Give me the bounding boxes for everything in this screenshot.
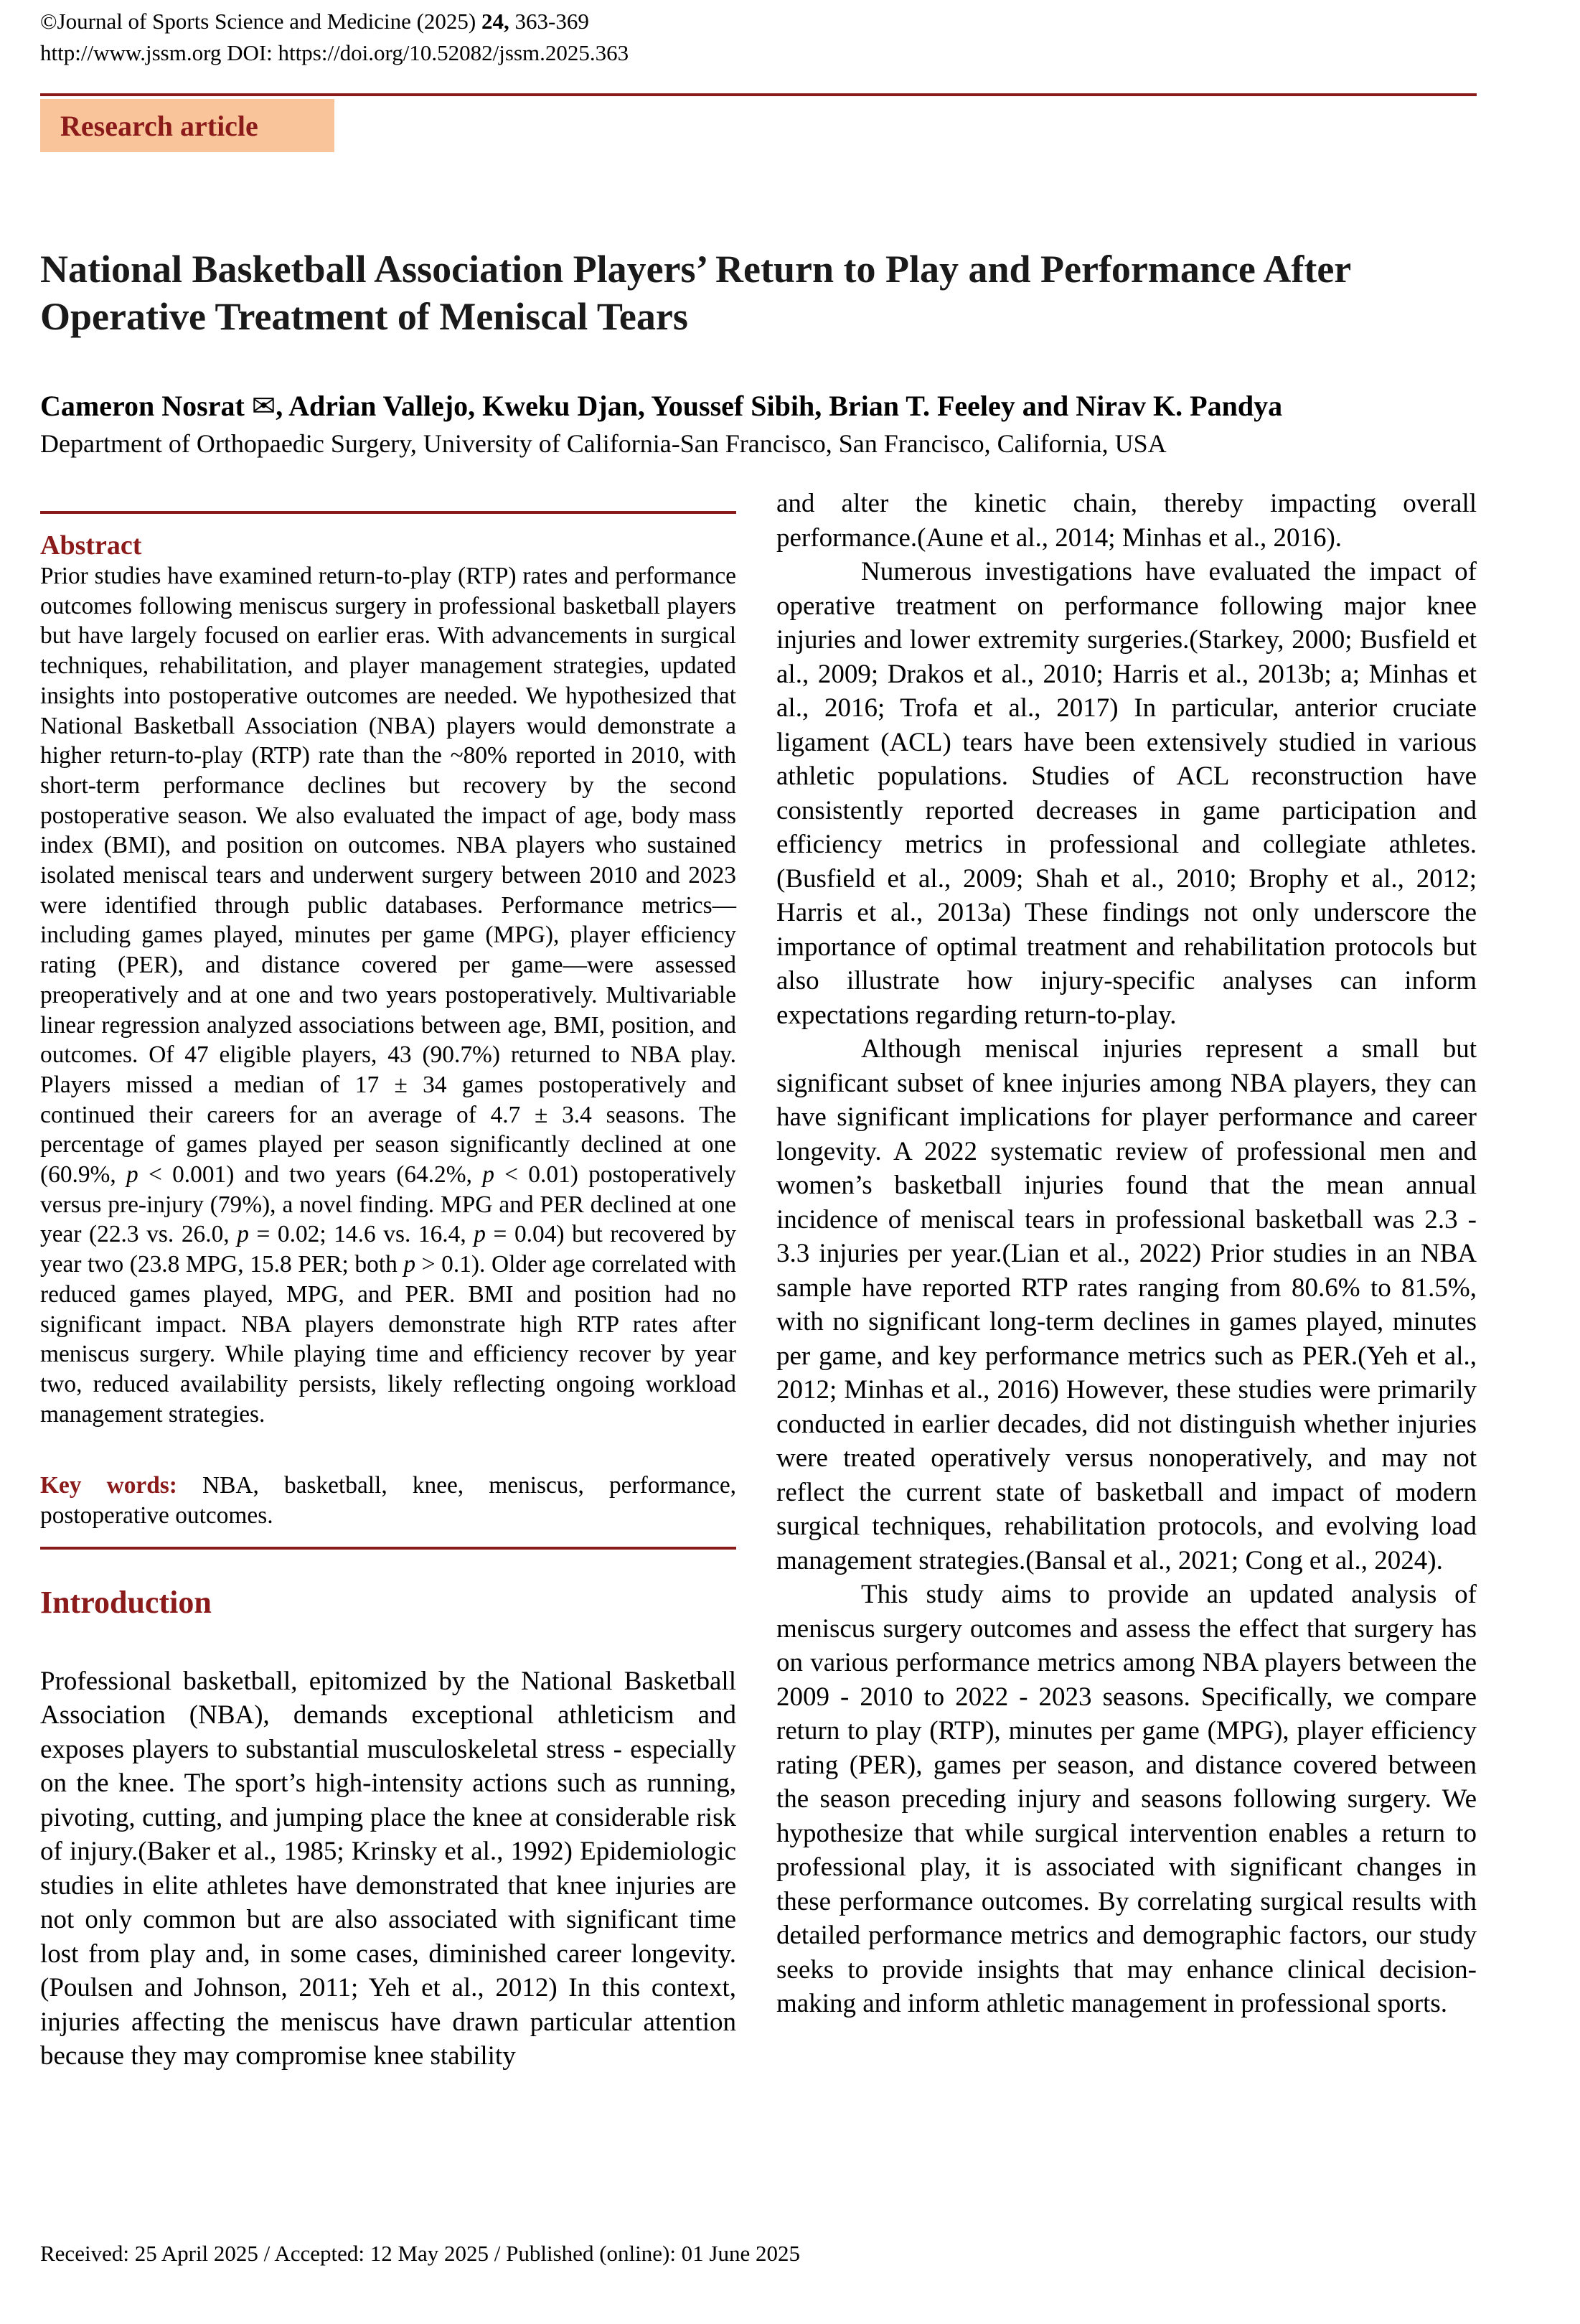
- introduction-paragraph-4: This study aims to provide an updated analysis of meniscus surgery outcomes and assess the effect that surgery has on various performance metrics among NBA players between the 2009 - 2010 to 2022 - 2023 seasons. Specifically, we compare return to play (RTP), minutes per game (MPG), player efficiency rating (PER), games per season, and distance covered between the season preceding injury and seasons following surgery. We hypothesize that while surgical intervention enables a return to professional play, it is associated with significant changes in these performance outcomes. By correlating surgical results with detailed performance metrics and demographic factors, our study seeks to provide insights that may enhance clinical decision-making and inform athletic management in professional sports.: [776, 1580, 1477, 2018]
- left-column: [40, 511, 736, 2074]
- abstract-bottom-rule: [40, 1547, 736, 1550]
- received-dates: Received: 25 April 2025 / Accepted: 12 May 2025 / Published (online): 01 June 2025: [40, 2241, 801, 2266]
- introduction-paragraph-1: Professional basketball, epitomized by the National Basketball Association (NBA), demands exceptional athleticism and exposes players to substantial musculoskeletal stress - especially on the knee. The sport’s high-intensity actions such as running, pivoting, cutting, and jumping place the knee at considerable risk of injury.(Baker et al., 1985; Krinsky et al., 1992) Epidemiologic studies in elite athletes have demonstrated that knee injuries are not only common but are also associated with significant time lost from play and, in some cases, diminished career longevity.(Poulsen and Johnson, 2011; Yeh et al., 2012) In this context, injuries affecting the meniscus have drawn particular attention because they may compromise knee stability: [40, 1666, 736, 2071]
- journal-citation: [40, 6, 629, 37]
- journal-name: ©Journal of Sports Science and Medicine (2025): [40, 9, 481, 34]
- journal-pages: 363-369: [509, 9, 589, 34]
- affiliation: Department of Orthopaedic Surgery, University of California-San Francisco, San Francisco, California, USA: [40, 429, 1167, 458]
- introduction-paragraph-3: Although meniscal injuries represent a small but significant subset of knee injuries among NBA players, they can have significant implications for player performance and career longevity. A 2022 systematic review of professional men and women’s basketball injuries found that the mean annual incidence of meniscal tears in professional basketball was 2.3 - 3.3 injuries per year.(Lian et al., 2022) Prior studies in an NBA sample have reported RTP rates ranging from 80.6% to 81.5%, with no significant long-term declines in games played, minutes per game, and key performance metrics such as PER.(Yeh et al., 2012; Minhas et al., 2016) However, these studies were primarily conducted in earlier decades, did not distinguish whether injuries were treated operatively versus nonoperatively, and may not reflect the current state of basketball and impact of modern surgical techniques, rehabilitation protocols, and evolving load management strategies.(Bansal et al., 2021; Cong et al., 2024).: [776, 1034, 1477, 1575]
- author-list: [40, 388, 1494, 425]
- introduction-paragraph-1-cont: and alter the kinetic chain, thereby impacting overall performance.(Aune et al., 2014; Minhas et al., 2016).: [776, 489, 1477, 553]
- header-rule: [40, 93, 1477, 96]
- abstract-text: Prior studies have examined return-to-play (RTP) rates and performance outcomes following meniscus surgery in professional basketball players but have largely focused on earlier eras. With advancements in surgical techniques, rehabilitation, and player management strategies, updated insights into postoperative outcomes are needed. We hypothesized that National Basketball Association (NBA) players would demonstrate a higher return-to-play (RTP) rate than the ~80% reported in 2010, with short-term performance declines but recovery by the second postoperative season. We also evaluated the impact of age, body mass index (BMI), and position on outcomes. NBA players who sustained isolated meniscal tears and underwent surgery between 2010 and 2023 were identified through public databases. Performance metrics—including games played, minutes per game (MPG), player efficiency rating (PER), and distance covered per game—were assessed preoperatively and at one and two years postoperatively. Multivariable linear regression analyzed associations between age, BMI, position, and outcomes. Of 47 eligible players, 43 (90.7%) returned to NBA play. Players missed a median of 17 ± 34 games postoperatively and continued their careers for an average of 4.7 ± 3.4 seasons. The percentage of games played per season significantly declined at one (60.9%, p < 0.001) and two years (64.2%, p < 0.01) postoperatively versus pre-injury (79%), a novel finding. MPG and PER declined at one year (22.3 vs. 26.0, p = 0.02; 14.6 vs. 16.4, p = 0.04) but recovered by year two (23.8 MPG, 15.8 PER; both p > 0.1). Older age correlated with reduced games played, MPG, and PER. BMI and position had no significant impact. NBA players demonstrate high RTP rates after meniscus surgery. While playing time and efficiency recover by year two, reduced availability persists, likely reflecting ongoing workload management strategies.: [40, 563, 737, 1428]
- corresponding-author: Cameron Nosrat: [40, 390, 252, 422]
- introduction-paragraph-2: Numerous investigations have evaluated the impact of operative treatment on performance following major knee injuries and lower extremity surgeries.(Starkey, 2000; Busfield et al., 2009; Drakos et al., 2010; Harris et al., 2013b; a; Minhas et al., 2016; Trofa et al., 2017) In particular, anterior cruciate ligament (ACL) tears have been extensively studied in various athletic populations. Studies of ACL reconstruction have consistently reported decreases in game participation and efficiency metrics in professional and collegiate athletes.(Busfield et al., 2009; Shah et al., 2010; Brophy et al., 2012; Harris et al., 2013a) These findings not only underscore the importance of optimal treatment and rehabilitation protocols but also illustrate how injury-specific analyses can inform expectations regarding return-to-play.: [776, 557, 1477, 1030]
- abstract-top-rule: [40, 511, 736, 514]
- journal-volume: 24,: [481, 9, 509, 34]
- introduction-heading: Introduction: [40, 1584, 212, 1620]
- doi-line[interactable]: http://www.jssm.org DOI: https://doi.org/10.52082/jssm.2025.363: [40, 40, 629, 65]
- article-type-badge: Research article: [40, 99, 334, 152]
- coauthors: , Adrian Vallejo, Kweku Djan, Youssef Sibih, Brian T. Feeley and Nirav K. Pandya: [276, 390, 1283, 422]
- journal-header: [40, 6, 629, 69]
- right-column: [776, 487, 1477, 2021]
- keywords-text: NBA, basketball, knee, meniscus, performance, postoperative outcomes.: [40, 1472, 736, 1529]
- envelope-icon[interactable]: ✉: [251, 390, 276, 422]
- keywords: [40, 1471, 736, 1530]
- abstract-heading: Abstract: [40, 530, 142, 561]
- paper-title: National Basketball Association Players’ Return to Play and Performance After Operative Treatment of Meniscal Tears: [40, 248, 1351, 338]
- keywords-label: Key words:: [40, 1472, 177, 1499]
